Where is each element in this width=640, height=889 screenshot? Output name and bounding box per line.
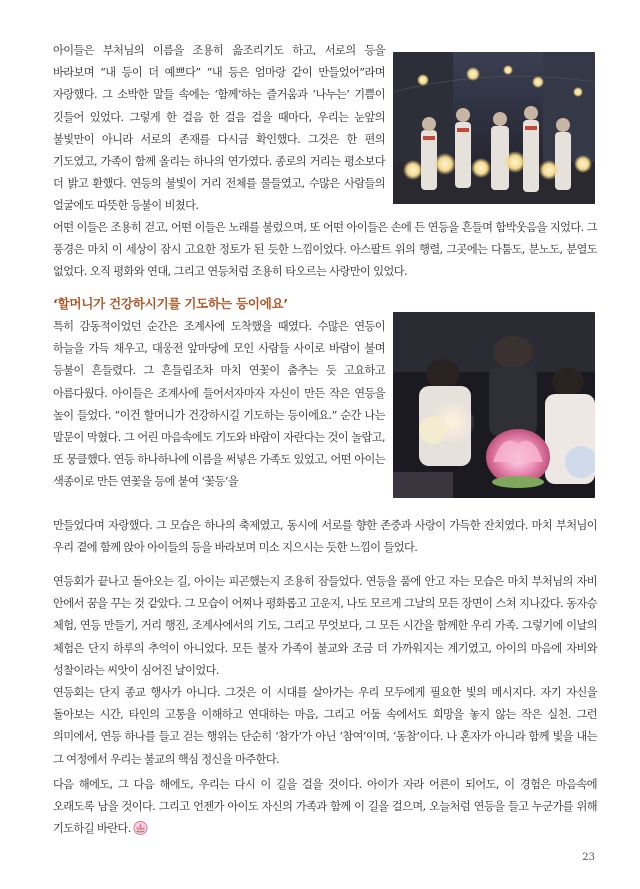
section-2-full-width [53, 515, 597, 559]
lotus-end-mark-icon [133, 821, 148, 843]
section-1-wrapped-paragraph: 아이들은 부처님의 이름을 조용히 읊조리기도 하고, 서로의 등을 바라보며 “내 등이 더 예쁘다” “내 등은 엄마랑 같이 만들었어”라며 자랑했다. 그 소박한 말들 속에는 ‘함께’하는 즐거움과 ‘나누는’ 기쁨이 깃들어 있었다. 그렇게 한 걸음 한 걸음 걸을 때마다, 우리는 눈앞의 불빛만이 아니라 서로의 존재를 다시금 확인했다. 그것은 한 편의 기도였고, 가족이 함께 올리는 하나의 연가였다. 종로의 거리는 평소보다 더 밝고 환했다. 연등의 불빛이 거리 전체를 물들였고, 수많은 사람들의 얼굴에도 따뜻한 등불이 비쳤다. [53, 44, 385, 213]
section-4 [53, 774, 597, 844]
closing-paragraph [53, 774, 597, 844]
section-1-full-width [53, 217, 597, 284]
section-3-paragraph-2: 연등회는 단지 종교 행사가 아니다. 그것은 이 시대를 살아가는 우리 모두에게 필요한 빛의 메시지다. 자기 자신을 돌아보는 시간, 타인의 고통을 이해하고 연대하는 마음, 그리고 어둠 속에서도 희망을 놓지 않는 작은 실천. 그런 의미에서, 연등 하나를 들고 걷는 행위는 단순히 ‘참가’가 아닌 ‘참여’이며, ‘동참’이다. 나 혼자가 아니라 함께 빛을 내는 그 여정에서 우리는 불교의 핵심 정신을 마주한다. [53, 686, 597, 766]
closing-text: 다음 해에도, 그 다음 해에도, 우리는 다시 이 길을 걸을 것이다. 아이가 자라 어른이 되어도, 이 경험은 마음속에 오래도록 남을 것이다. 그리고 언젠가 아이도 자신의 가족과 함께 이 길을 걸으며, 오늘처럼 연등을 들고 누군가를 위해 기도하길 바란다. [53, 778, 597, 836]
night-lantern-parade-photo [393, 52, 595, 204]
children-with-lotus-lantern-photo [393, 312, 595, 498]
section-3-paragraph-1: 연등회가 끝나고 돌아오는 길, 아이는 피곤했는지 조용히 잠들었다. 연등을 품에 안고 자는 모습은 마치 부처님의 자비 안에서 꿈을 꾸는 것 같았다. 그 모습이 어찌나 평화롭고 고운지, 나도 모르게 그날의 모든 장면이 스쳐 지나갔다. 동자승 체험, 연등 만들기, 거리 행진, 조계사에서의 기도, 그리고 무엇보다, 그 모든 시간을 함께한 우리 가족. 그렇기에 이날의 체험은 단지 하루의 추억이 아니었다. 모든 불자 가족이 불교와 조금 더 가까워지는 계기였고, 아이의 마음에 자비와 성찰이라는 씨앗이 심어진 날이었다. [53, 575, 597, 677]
section-2-wrapped-paragraph: 특히 감동적이었던 순간은 조계사에 도착했을 때였다. 수많은 연등이 하늘을 가득 채우고, 대웅전 앞마당에 모인 사람들 사이로 바람이 불며 등불이 흔들렸다. 그 흔들림조차 마치 연꽃이 춤추는 듯 고요하고 아름다웠다. 아이들은 조계사에 들어서자마자 자신이 만든 작은 연등을 높이 들었다. “이건 할머니가 건강하시길 기도하는 등이에요.” 순간 나는 말문이 막혔다. 그 어린 마음속에도 기도와 바람이 자란다는 것이 놀랍고, 또 뭉클했다. 연등 하나하나에 이름을 써넣은 가족도 있었고, 어떤 아이는 색종이로 만든 연꽃을 등에 붙여 ‘꽃등’을 [53, 320, 385, 489]
section-2-full-paragraph: 만들었다며 자랑했다. 그 모습은 하나의 축제였고, 동시에 서로를 향한 존중과 사랑이 가득한 잔치였다. 마치 부처님이 우리 곁에 함께 앉아 아이들의 등을 바라보며 미소 지으시는 듯한 느낌이 들었다. [53, 519, 597, 555]
section-heading: ‘할머니가 건강하시기를 기도하는 등이에요’ [53, 296, 288, 311]
page-number: 23 [582, 852, 595, 863]
section-1-full-paragraph: 어떤 이들은 조용히 걷고, 어떤 이들은 노래를 불렀으며, 또 어떤 아이들은 손에 든 연등을 흔들며 함박웃음을 지었다. 그 풍경은 마치 이 세상이 잠시 고요한 정토가 된 듯한 느낌이었다. 아스팔트 위의 행렬, 그곳에는 다툼도, 분노도, 분열도 없었다. 오직 평화와 연대, 그리고 연등처럼 조용히 타오르는 사랑만이 있었다. [53, 221, 597, 279]
section-3 [53, 571, 597, 771]
